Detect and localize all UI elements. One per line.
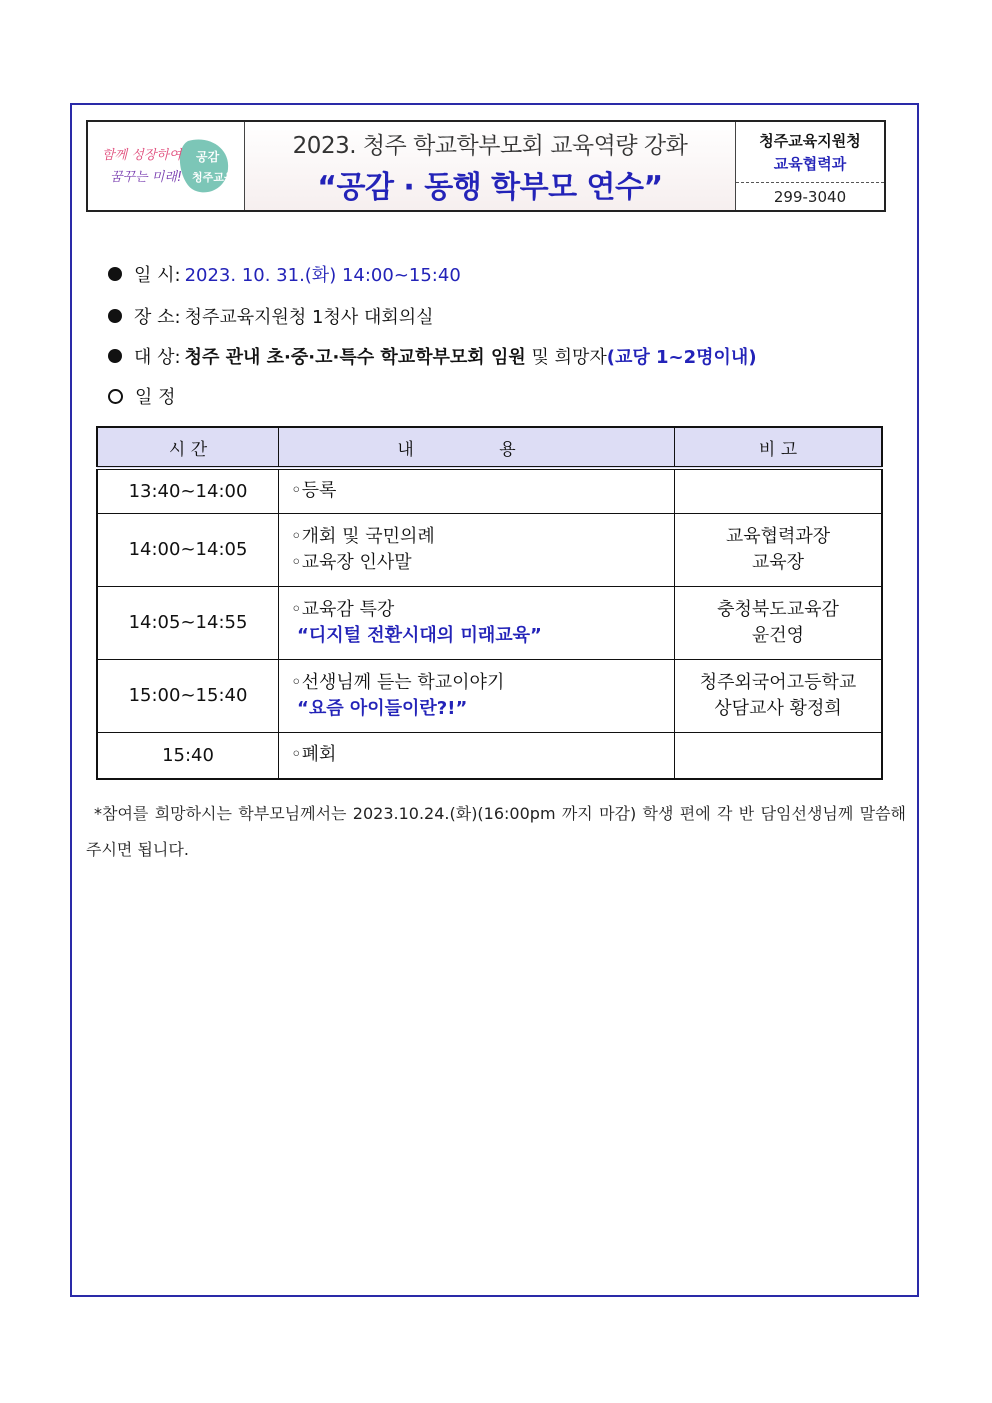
- row-note: [675, 732, 883, 779]
- row-note: [675, 513, 883, 586]
- bullet-hollow-icon: [108, 389, 123, 404]
- info-place: [108, 303, 434, 329]
- org-name: 청주교육지원청: [759, 132, 861, 150]
- title-area: [245, 122, 736, 210]
- row-note2: 교육장: [751, 551, 805, 573]
- org-dept: 교육협력과: [773, 155, 847, 173]
- row-content: [279, 513, 675, 586]
- place-label: 장 소:: [134, 307, 181, 328]
- bullet-icon: [108, 309, 122, 323]
- row-note1: 청주외국어고등학교: [699, 671, 857, 693]
- row-quote: “디지털 전환시대의 미래교육”: [297, 624, 542, 646]
- schedule-table: [96, 426, 883, 780]
- row-time: 14:05~14:55: [97, 586, 279, 659]
- table-row: [97, 468, 882, 513]
- table-row: [97, 732, 882, 779]
- bullet-icon: [108, 349, 122, 363]
- logo-text-left-2: 꿈꾸는 미래!: [110, 170, 183, 185]
- row-note: [675, 468, 883, 513]
- footnote: *참여를 희망하시는 학부모님께서는 2023.10.24.(화)(16:00pm 까지 마감) 학생 편에 각 반 담임선생님께 말씀해 주시면 됩니다.: [86, 804, 906, 859]
- header-content: 내 용: [279, 427, 675, 468]
- target-blue: (교당 1~2명이내): [606, 347, 757, 368]
- target-mid: 및 희망자: [525, 347, 607, 368]
- row-time: 15:40: [97, 732, 279, 779]
- logo-graphic: [96, 131, 236, 201]
- row-time: 15:00~15:40: [97, 659, 279, 732]
- table-header-row: [97, 427, 882, 468]
- target-label: 대 상:: [134, 347, 181, 368]
- table-row: [97, 513, 882, 586]
- row-note1: 교육협력과장: [725, 525, 831, 547]
- title-line1: 2023. 청주 학교학부모회 교육역량 강화: [292, 132, 688, 159]
- logo-blob: [180, 139, 228, 192]
- org-top: [736, 122, 884, 183]
- row-content: [279, 732, 675, 779]
- row-content: [279, 468, 675, 513]
- logo: [88, 122, 245, 210]
- bullet-icon: [108, 267, 122, 281]
- header-note: 비 고: [675, 427, 883, 468]
- table-row: [97, 586, 882, 659]
- target-bold: 청주 관내 초·중·고·특수 학교학부모회 임원: [184, 347, 526, 368]
- date-value: 2023. 10. 31.(화) 14:00~15:40: [184, 265, 461, 286]
- row-line1: ◦폐회: [291, 744, 337, 766]
- logo-text-right-2: 청주교육: [192, 171, 235, 184]
- row-line2: ◦교육장 인사말: [291, 551, 412, 573]
- table-row: [97, 659, 882, 732]
- logo-text-left-1: 함께 성장하여: [102, 148, 182, 163]
- header-box: [86, 120, 886, 212]
- org-info: [736, 122, 884, 210]
- row-quote: “요즘 아이들이란?!”: [297, 697, 468, 719]
- schedule-label: 일 정: [135, 387, 176, 408]
- logo-text-right-1: 공감: [196, 150, 220, 164]
- header-time: 시 간: [97, 427, 279, 468]
- row-line1: ◦교육감 특강: [291, 598, 395, 620]
- title-line2: “공감 · 동행 학부모 연수”: [317, 169, 663, 205]
- row-time: 13:40~14:00: [97, 468, 279, 513]
- row-line1: ◦개회 및 국민의례: [291, 525, 435, 547]
- row-note2: 윤건영: [751, 624, 805, 646]
- row-content: [279, 586, 675, 659]
- row-note: [675, 659, 883, 732]
- row-note1: 충청북도교육감: [717, 598, 839, 620]
- row-note: [675, 586, 883, 659]
- place-value: 청주교육지원청 1청사 대회의실: [184, 307, 434, 328]
- row-time: 14:00~14:05: [97, 513, 279, 586]
- org-phone: 299-3040: [773, 187, 847, 206]
- date-label: 일 시:: [134, 265, 181, 286]
- row-note2: 상담교사 황정희: [714, 697, 842, 719]
- row-line1: ◦선생님께 듣는 학교이야기: [291, 671, 505, 693]
- row-content: [279, 659, 675, 732]
- info-date: [108, 261, 461, 287]
- row-line1: ◦등록: [291, 480, 337, 502]
- info-schedule: [108, 383, 180, 409]
- info-target: [108, 343, 757, 369]
